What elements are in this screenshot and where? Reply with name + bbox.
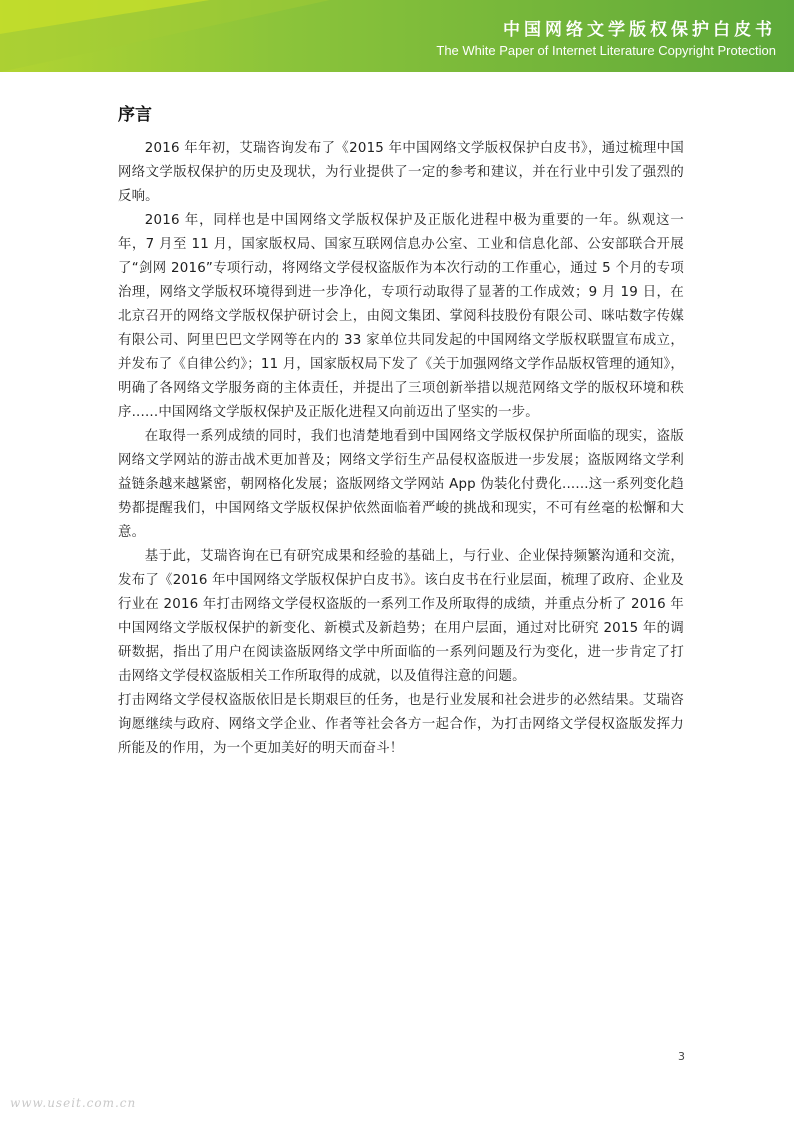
section-title: 序言 bbox=[118, 105, 152, 125]
watermark: www.useit.com.cn bbox=[10, 1096, 137, 1110]
paragraph: 2016 年年初，艾瑞咨询发布了《2015 年中国网络文学版权保护白皮书》，通过梳理中国网络文学版权保护的历史及现状，为行业提供了一定的参考和建议，并在行业中引发了强烈的反响。 bbox=[118, 141, 684, 204]
header-title: 中国网络文学版权保护白皮书 bbox=[503, 20, 776, 40]
header-subtitle: The White Paper of Internet Literature Copyright Protection bbox=[436, 43, 776, 58]
page-number: 3 bbox=[678, 1050, 685, 1063]
document-body bbox=[118, 100, 684, 761]
header-band bbox=[0, 0, 794, 72]
paragraph: 基于此，艾瑞咨询在已有研究成果和经验的基础上，与行业、企业保持频繁沟通和交流，发布了《2016 年中国网络文学版权保护白皮书》。该白皮书在行业层面，梳理了政府、企业及行业在 2016 年打击网络文学侵权盗版的一系列工作及所取得的成绩，并重点分析了 2016 年中国网络文学版权保护的新变化、新模式及新趋势；在用户层面，通过对比研究 2015 年的调研数据，指出了用户在阅读盗版网络文学中所面临的一系列问题及行为变化，进一步肯定了打击网络文学侵权盗版相关工作所取得的成就，以及值得注意的问题。 bbox=[118, 549, 684, 684]
paragraph: 在取得一系列成绩的同时，我们也清楚地看到中国网络文学版权保护所面临的现实，盗版网络文学网站的游击战术更加普及；网络文学衍生产品侵权盗版进一步发展；盗版网络文学利益链条越来越紧密，朝网格化发展；盗版网络文学网站 App 伪装化付费化......这一系列变化趋势都提醒我们，中国网络文学版权保护依然面临着严峻的挑战和现实，不可有丝毫的松懈和大意。 bbox=[118, 429, 684, 540]
paragraph: 2016 年，同样也是中国网络文学版权保护及正版化进程中极为重要的一年。纵观这一年，7 月至 11 月，国家版权局、国家互联网信息办公室、工业和信息化部、公安部联合开展了“剑网 2016”专项行动，将网络文学侵权盗版作为本次行动的工作重心，通过 5 个月的专项治理，网络文学版权环境得到进一步净化，专项行动取得了显著的工作成效；9 月 19 日，在北京召开的网络文学版权保护研讨会上，由阅文集团、掌阅科技股份有限公司、咪咕数字传媒有限公司、阿里巴巴文学网等在内的 33 家单位共同发起的中国网络文学版权联盟宣布成立，并发布了《自律公约》；11 月，国家版权局下发了《关于加强网络文学作品版权管理的通知》，明确了各网络文学服务商的主体责任，并提出了三项创新举措以规范网络文学的版权环境和秩序......中国网络文学版权保护及正版化进程又向前迈出了坚实的一步。 bbox=[118, 213, 684, 420]
paragraph: 打击网络文学侵权盗版依旧是长期艰巨的任务，也是行业发展和社会进步的必然结果。艾瑞咨询愿继续与政府、网络文学企业、作者等社会各方一起合作，为打击网络文学侵权盗版发挥力所能及的作用，为一个更加美好的明天而奋斗！ bbox=[118, 693, 684, 756]
